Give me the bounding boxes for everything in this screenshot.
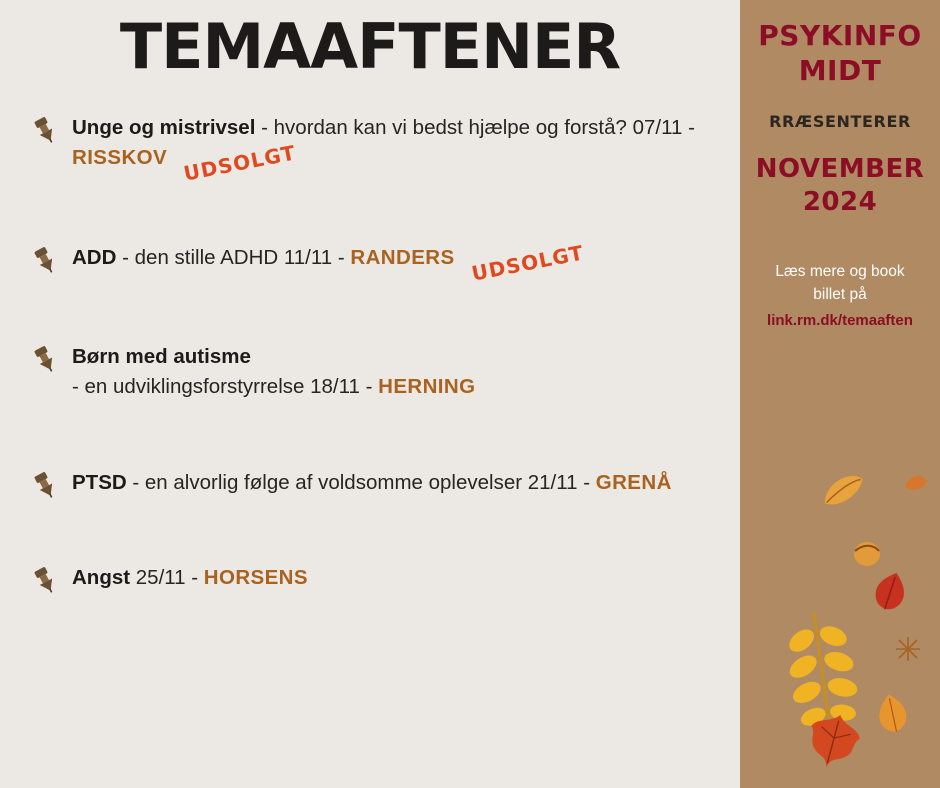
list-item xyxy=(26,342,740,401)
year-label: 2024 xyxy=(802,186,878,217)
list-item xyxy=(26,113,740,186)
list-item xyxy=(26,468,740,498)
booking-text-line-1: Læs mere og book xyxy=(775,263,905,280)
pushpin-icon xyxy=(30,470,60,500)
event-title: Børn med autisme xyxy=(72,345,251,369)
leaf-icon xyxy=(872,692,914,743)
event-description: - en alvorlig følge af voldsomme oplevelser 21/11 - xyxy=(126,470,596,494)
event-title: Unge og mistrivsel xyxy=(72,116,256,140)
status-badge: UDSOLGT xyxy=(469,239,586,286)
booking-text-line-2: billet på xyxy=(813,286,867,304)
event-description: - hvordan kan vi bedst hjælpe og forstå? 07/11 - xyxy=(255,116,695,140)
event-title: ADD xyxy=(72,245,117,269)
leaf-icon xyxy=(818,470,870,519)
month-label: NOVEMBER xyxy=(755,154,925,184)
brand-line-1: PSYKINFO xyxy=(758,19,922,52)
event-city: HERNING xyxy=(378,374,476,398)
list-item xyxy=(26,239,740,286)
event-text xyxy=(72,113,740,186)
booking-info xyxy=(740,260,940,332)
pushpin-icon xyxy=(30,245,60,275)
leaf-icon xyxy=(895,636,921,667)
event-title: Angst xyxy=(72,566,131,590)
leaf-icon xyxy=(868,570,912,621)
event-city: GRENÅ xyxy=(595,470,672,494)
date-block xyxy=(740,153,940,218)
event-text xyxy=(72,563,740,593)
pushpin-icon xyxy=(30,344,60,374)
event-text xyxy=(72,342,740,401)
event-title: PTSD xyxy=(72,470,127,494)
event-city: HORSENS xyxy=(203,566,308,590)
list-item xyxy=(26,563,740,593)
event-description: 25/11 - xyxy=(130,566,204,590)
event-list xyxy=(0,113,740,593)
event-text xyxy=(72,239,740,286)
leaf-icon xyxy=(903,472,929,501)
page-title: TEMAAFTENER xyxy=(119,10,621,83)
event-text xyxy=(72,468,740,498)
brand-name xyxy=(740,0,940,88)
event-description: - den stille ADHD 11/11 - xyxy=(116,245,351,269)
pushpin-icon xyxy=(30,565,60,595)
presents-label: RRÆSENTERER xyxy=(769,112,911,131)
brand-line-2: MIDT xyxy=(798,54,882,87)
status-badge: UDSOLGT xyxy=(181,140,298,186)
event-city: RANDERS xyxy=(350,245,455,269)
sidebar xyxy=(740,0,940,788)
pushpin-icon xyxy=(30,115,60,145)
event-city: RISSKOV xyxy=(72,145,168,169)
leaf-icon xyxy=(802,712,864,777)
event-description: - en udviklingsforstyrrelse 18/11 - xyxy=(72,374,379,398)
booking-link[interactable]: link.rm.dk/temaaften xyxy=(767,311,913,329)
